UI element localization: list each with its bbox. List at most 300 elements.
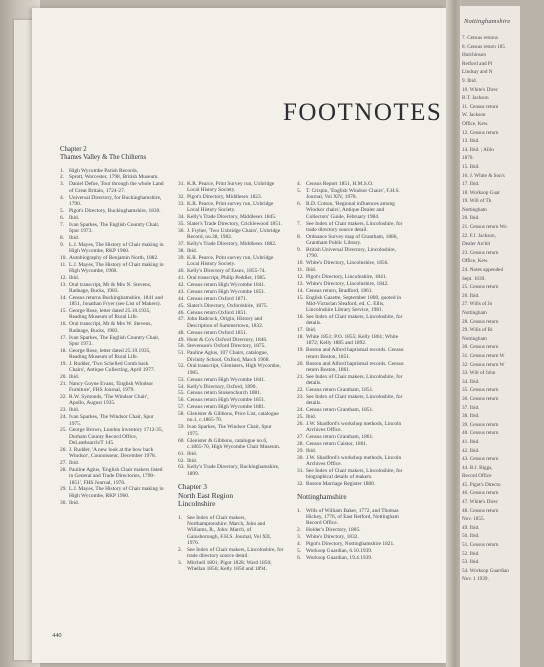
- footnote-text: White's Directory, 1832.: [306, 534, 359, 541]
- footnote-text: Autobiography of Benjamin North, 1882.: [69, 254, 159, 261]
- right-page-line: 47. White's Direc: [462, 499, 499, 506]
- footnote-text: Census return Oxford 1851.: [187, 329, 248, 336]
- footnote-item: [60, 427, 164, 446]
- footnote-number: 29.: [60, 486, 67, 493]
- right-page-line: 41. Ibid.: [462, 438, 480, 445]
- footnote-number: 35.: [178, 221, 185, 228]
- footnote-item: [60, 348, 164, 361]
- footnote-text: Oral transcript, Glenisters, High Wycombe, 1985.: [187, 363, 281, 376]
- footnote-number: 5.: [297, 187, 302, 194]
- footnote-item: [297, 434, 405, 440]
- footnote-item: [297, 508, 405, 527]
- footnote-number: 56.: [178, 397, 185, 404]
- footnote-item: [60, 500, 164, 506]
- footnote-number: 23.: [297, 393, 304, 400]
- footnote-text: White's Directory, Lincolnshire, 1842.: [306, 280, 389, 287]
- footnote-text: Sprott, Worcester, 1798, British Museum.: [69, 174, 159, 181]
- footnote-item: [60, 215, 164, 221]
- footnote-item: [297, 221, 405, 234]
- footnote-item: [60, 486, 164, 499]
- right-page-line: Hutchinson: [462, 52, 486, 59]
- right-page-line: 8. Census return 185: [462, 43, 505, 50]
- footnote-number: 24.: [297, 406, 304, 413]
- footnote-number: 20.: [60, 374, 67, 381]
- footnote-text: Stevenson's Oxford Directory, 1875.: [187, 343, 266, 350]
- right-page-line: Retford and Pl: [462, 60, 493, 67]
- footnote-item: [178, 181, 284, 194]
- footnote-text: Worksop Guardian, 19.4.1939.: [306, 554, 373, 561]
- footnote-number: 61.: [178, 450, 185, 457]
- right-page-line: 51. Census return: [462, 542, 499, 549]
- footnote-text: Slater's Trade Directory, Cricklewood 1851.: [187, 221, 282, 228]
- footnote-item: [60, 447, 164, 460]
- footnote-number: 51.: [178, 350, 185, 357]
- footnote-text: K.R. Pearce, Print survey run, Uxbridge Local History Society.: [187, 201, 274, 214]
- footnote-item: [178, 363, 284, 376]
- footnote-item: [60, 195, 164, 208]
- footnote-text: White's Directory, Lincolnshire, 1856.: [306, 260, 389, 267]
- right-page-line: 20. Ibid.: [462, 215, 480, 222]
- footnote-text: Census return Oxford 1871.: [187, 295, 248, 302]
- footnote-text: Ibid.: [187, 450, 198, 457]
- footnote-number: 21.: [60, 380, 67, 387]
- right-page-line: 11. Census return: [462, 103, 499, 110]
- footnote-text: Kelly's Trade Directory, Middlesex 1845.: [187, 214, 277, 221]
- right-page-line: 46. Census return: [462, 490, 499, 497]
- section-heading: North East Region: [178, 490, 234, 500]
- footnote-text: Census return High Wycombe 1841.: [187, 376, 266, 383]
- footnote-list: [60, 168, 164, 506]
- footnote-number: 17.: [60, 334, 67, 341]
- footnote-item: [297, 247, 405, 260]
- footnote-item: [60, 374, 164, 380]
- footnote-item: [297, 327, 405, 333]
- footnote-item: [178, 241, 284, 247]
- footnote-number: 9.: [297, 246, 302, 253]
- footnote-item: [178, 282, 284, 288]
- footnote-text: Census return High Wycombe 1881.: [187, 404, 266, 411]
- footnote-text: George Rose, letter dated 25.10.1935, Reading Museum of Rural Life.: [69, 308, 151, 321]
- footnote-number: 28.: [60, 466, 67, 473]
- section-heading: Thames Valley & The Chilterns: [60, 153, 147, 161]
- footnote-text: L.J. Mayes, The History of Chair making in High Wycombe, 1960.: [69, 261, 164, 274]
- right-page-line: 19. Will of Th: [462, 198, 492, 205]
- page-number: 440: [52, 632, 62, 639]
- footnote-text: Ivan Sparkes, The English Country Chair, Spur 1973.: [69, 334, 160, 347]
- footnote-number: 60.: [178, 437, 185, 444]
- footnote-number: 27.: [60, 460, 67, 467]
- footnote-number: 28.: [297, 440, 304, 447]
- footnote-number: 11.: [60, 261, 67, 268]
- footnote-item: [297, 441, 405, 447]
- footnote-text: Glenister & Gibbons, catalogue no.6, c.1865-70, High Wycombe Chair Museum.: [187, 437, 281, 450]
- footnote-text: Kelly's Trade Directory, Buckinghamshire, 1899.: [187, 464, 280, 477]
- footnote-number: 16.: [60, 321, 67, 328]
- right-page-line: 26. Ibid.: [462, 292, 480, 299]
- footnote-item: [178, 451, 284, 457]
- footnote-number: 6.: [297, 554, 302, 561]
- footnote-item: [60, 174, 164, 180]
- right-page-line: Office, Kew.: [462, 258, 489, 265]
- footnote-item: [60, 295, 164, 308]
- footnote-number: 22.: [297, 386, 304, 393]
- footnote-number: 11.: [297, 267, 304, 274]
- footnote-item: [60, 321, 164, 334]
- subsection-heading: Lincolnshire: [178, 499, 216, 509]
- footnote-text: Ibid.: [69, 234, 80, 241]
- footnote-text: See Index of Chair makers, Lincolnshire, for trade directory source detail.: [187, 546, 284, 560]
- footnote-text: Census return High Wycombe 1851.: [187, 397, 266, 404]
- footnote-text: Ibid.: [69, 499, 80, 506]
- footnote-text: Ivan Sparkes, The Windsor Chair, Spur 1975.: [187, 424, 272, 437]
- footnote-number: 6.: [60, 214, 65, 221]
- right-page-line: 28. Census return: [462, 318, 499, 325]
- footnote-number: 32.: [178, 194, 185, 201]
- footnote-number: 4.: [297, 541, 302, 548]
- footnote-text: British Universal Directory, Lincolnshire, 1790.: [306, 246, 396, 260]
- footnote-number: 4.: [297, 181, 302, 187]
- footnote-text: George Rose, letter dated 25.10.1935, Reading Museum of Rural Life.: [69, 347, 151, 360]
- footnote-item: [178, 337, 284, 343]
- footnote-number: 43.: [178, 288, 185, 295]
- notes-column-2: [178, 181, 284, 573]
- footnote-number: 18.: [297, 334, 304, 341]
- right-page-line: 1870.: [462, 155, 474, 162]
- footnote-item: [60, 168, 164, 174]
- right-page-line: 38. Ibid.: [462, 413, 480, 420]
- footnote-number: 7.: [297, 220, 302, 227]
- page-title: FOOTNOTES: [283, 98, 443, 126]
- footnote-text: T. Crispin, 'English Windsor Chairs', F.H.S. Journal, Vol XIV, 1978.: [306, 187, 400, 201]
- footnote-item: [60, 208, 164, 214]
- footnote-number: 32.: [297, 480, 304, 487]
- footnote-item: [297, 548, 405, 554]
- footnote-item: [297, 181, 405, 187]
- footnote-item: [297, 387, 405, 393]
- footnote-number: 40.: [178, 268, 185, 275]
- footnote-number: 12.: [297, 273, 304, 280]
- footnote-number: 13.: [60, 281, 67, 288]
- footnote-number: 16.: [297, 314, 304, 321]
- footnote-text: B.D. Cotton, 'Regional influences among Windsor chairs', Antique Dealer and Collectors' Guide, February 1984.: [306, 201, 395, 220]
- footnote-item: [297, 281, 405, 287]
- footnote-number: 15.: [60, 308, 67, 315]
- footnote-number: 27.: [297, 433, 304, 440]
- footnote-number: 3.: [178, 560, 183, 567]
- right-page-partial: [460, 6, 520, 667]
- footnote-text: Ibid.: [69, 214, 80, 221]
- footnote-number: 8.: [60, 234, 65, 241]
- right-page-line: Nov. 1 1939.: [462, 576, 489, 583]
- footnote-text: Ibid.: [69, 460, 80, 467]
- footnote-text: See Index of Chair makers, Lincolnshire, for biographical details of makers.: [306, 467, 403, 481]
- footnote-item: [297, 295, 405, 314]
- footnote-number: 63.: [178, 464, 185, 471]
- right-page-line: Lindsay and N: [462, 69, 493, 76]
- right-page-line: 24. Notes appended: [462, 267, 504, 274]
- footnote-text: Ibid.: [187, 248, 198, 255]
- footnote-item: [178, 350, 284, 363]
- footnote-text: R.W. Symonds, 'The Windsor Chair', Apollo, August 1935.: [69, 394, 149, 407]
- footnote-item: [178, 296, 284, 302]
- footnote-text: See Index of Chair makers, Northamptonshire: March, John and Williams, R., John: March, of Gainsborough, F.H.S. Journal, Vol XII, 1976.: [187, 514, 272, 547]
- footnote-item: [297, 555, 405, 561]
- footnote-number: 1.: [297, 507, 302, 514]
- footnote-number: 18.: [60, 347, 67, 354]
- footnote-number: 19.: [297, 347, 304, 354]
- footnote-item: [297, 414, 405, 420]
- right-page-line: 14. Ibid. ; Allin: [462, 146, 494, 153]
- footnote-number: 3.: [60, 181, 65, 188]
- footnote-item: [178, 221, 284, 227]
- right-page-line: Record Office: [462, 473, 492, 480]
- right-page-line: 48. Census return: [462, 507, 499, 514]
- footnote-list: [297, 181, 405, 487]
- footnote-number: 39.: [178, 255, 185, 262]
- footnote-item: [297, 314, 405, 327]
- footnote-number: 47.: [178, 316, 185, 323]
- footnote-item: [60, 308, 164, 321]
- right-page-line: 22. F.J. Jackson,: [462, 232, 496, 239]
- footnote-item: [178, 384, 284, 390]
- footnote-number: 52.: [178, 363, 185, 370]
- right-page-line: 52. Ibid.: [462, 550, 480, 557]
- right-page-line: 25. Census return: [462, 284, 499, 291]
- right-page-line: 30. Census return: [462, 344, 499, 351]
- footnote-number: 45.: [178, 302, 185, 309]
- right-page-line: 35. Census return: [462, 387, 499, 394]
- footnote-text: Ibid.: [306, 327, 317, 334]
- footnote-text: Kelly's Trade Directory, Middlesex 1882.: [187, 241, 277, 248]
- right-page-line: 50. Ibid.: [462, 533, 480, 540]
- footnote-item: [297, 267, 405, 273]
- footnote-item: [60, 235, 164, 241]
- footnote-text: Census return Grantham, 1851.: [306, 406, 374, 413]
- footnote-number: 12.: [60, 274, 67, 281]
- footnote-number: 31.: [178, 181, 185, 187]
- right-page-line: 21. Census return Wo: [462, 224, 507, 231]
- footnote-text: L.J. Mayes, The History of Chair making in High Wycombe, RKP 1960.: [69, 241, 164, 254]
- footnote-text: See Index of Chair makers, Lincolnshire, for details.: [306, 314, 403, 327]
- footnote-text: John Badcock, Origin, History and Description of Summertown, 1832.: [187, 316, 264, 329]
- footnote-number: 19.: [60, 360, 67, 367]
- footnote-text: Ibid.: [306, 413, 317, 420]
- footnote-item: [60, 242, 164, 255]
- footnote-item: [297, 541, 405, 547]
- footnote-number: 13.: [297, 280, 304, 287]
- footnote-text: Glenister & Gibbons, Price List, catalogue no.1, c.1865-70.: [187, 411, 279, 424]
- footnote-item: [297, 421, 405, 434]
- footnote-text: Boston and Alford baptismal records. Census return Boston, 1851.: [306, 347, 404, 360]
- footnote-text: Pauline Agius, 107 Chairs, catalogue, Divinity School, Oxford, March 1968.: [187, 350, 270, 363]
- footnote-item: [297, 188, 405, 201]
- right-page-line: Nottingham: [462, 206, 487, 213]
- right-page-line: 9. Ibid.: [462, 77, 477, 84]
- footnote-text: Worksop Guardian, 6.10.1939.: [306, 548, 373, 555]
- footnote-number: 44.: [178, 295, 185, 302]
- footnote-number: 20.: [297, 360, 304, 367]
- footnote-item: [178, 411, 284, 424]
- right-page-line: Nottingham: [462, 335, 487, 342]
- footnote-text: Pigot's Directory, Buckinghamshire, 1830.: [69, 207, 161, 214]
- footnote-item: [297, 448, 405, 454]
- footnote-number: 5.: [60, 207, 65, 214]
- right-page-line: 7. Census returns: [462, 35, 498, 41]
- right-page-line: 43. Census return: [462, 456, 499, 463]
- footnote-text: Oral transcript, Mr & Mrs N. Stevens, Radnage, Bucks, 1983.: [69, 281, 152, 295]
- footnote-number: 4.: [60, 194, 65, 201]
- footnote-text: Census return Stokenchurch 1881.: [187, 390, 262, 397]
- footnote-item: [297, 527, 405, 533]
- footnote-item: [297, 407, 405, 413]
- footnote-item: [178, 404, 284, 410]
- footnote-item: [178, 515, 284, 546]
- right-page-line: 13. Ibid.: [462, 138, 480, 145]
- right-page-line: Dealer Archit: [462, 241, 491, 248]
- right-page-line: 32. Census return W: [462, 361, 505, 368]
- footnote-item: [178, 248, 284, 254]
- footnote-text: Oral transcript, Mr & Mrs W. Stevens, Radnage, Bucks, 1983.: [69, 321, 152, 334]
- footnote-number: 38.: [178, 248, 185, 255]
- footnote-number: 53.: [178, 376, 185, 383]
- footnote-text: Kelly's Directory of Essex, 1855-74.: [187, 268, 266, 275]
- footnote-item: [60, 414, 164, 427]
- right-page-line: 37. Ibid.: [462, 404, 480, 411]
- footnote-text: See Index of Chair makers, Lincolnshire, for details.: [306, 393, 403, 407]
- right-page-line: 39. Census return: [462, 421, 499, 428]
- footnote-text: Census returns Buckinghamshire, 1841 and 1851, Jonathan Fryer (see List of Makers).: [69, 294, 163, 308]
- footnote-number: 34.: [178, 214, 185, 221]
- footnote-item: [60, 275, 164, 281]
- footnote-text: Pigot's Directory, Middlesex 1823.: [187, 194, 263, 201]
- footnote-text: Census Report 1851, H.M.S.O.: [306, 181, 374, 187]
- footnote-item: [178, 560, 284, 573]
- footnote-text: Census return Caistor, 1861.: [306, 440, 368, 447]
- footnote-number: 55.: [178, 390, 185, 397]
- right-page-line: 15. Ibid.: [462, 163, 480, 170]
- right-page-line: 40. Census return: [462, 430, 499, 437]
- footnote-number: 26.: [60, 446, 67, 453]
- footnote-item: [60, 460, 164, 466]
- footnote-number: 6.: [297, 201, 302, 208]
- footnote-item: [178, 194, 284, 200]
- right-page-heading: Nottinghamshire: [464, 18, 511, 25]
- footnote-item: [60, 407, 164, 413]
- footnote-text: Ivan Sparkes, The English Country Chair, Spur 1973.: [69, 221, 160, 234]
- footnote-item: [60, 381, 164, 394]
- footnote-text: Hunt & Co's Oxford Directory, 1846.: [187, 336, 268, 343]
- right-page-line: 23. Census return: [462, 249, 499, 256]
- right-page-line: 33. Will of John: [462, 370, 496, 377]
- footnote-text: See Index of Chair makers, Lincolnshire, for details.: [306, 373, 403, 386]
- footnote-text: Ordnance Survey map of Grantham, 1886, Grantham Public Library.: [306, 233, 398, 247]
- footnote-item: [60, 361, 164, 374]
- footnote-item: [178, 390, 284, 396]
- footnote-text: Census return High Wycombe 1841.: [187, 281, 266, 288]
- footnote-number: 29.: [297, 447, 304, 454]
- footnote-text: Oral transcript, Philip Peddler, 1985.: [187, 275, 267, 282]
- footnote-text: White 1851; P.O. 1855; Kelly 1861; White 1872; Kelly 1885 and 1892.: [306, 334, 399, 347]
- footnote-item: [297, 274, 405, 280]
- footnote-item: [60, 335, 164, 348]
- footnote-item: [297, 201, 405, 220]
- footnote-item: [297, 394, 405, 407]
- chapter-heading: Chapter 2: [60, 146, 87, 153]
- right-page-line: 27. Wills of Jo: [462, 301, 493, 308]
- footnote-text: Universal Directory, for Buckinghamshire, 1790.: [69, 194, 162, 207]
- footnote-number: 2.: [178, 546, 183, 553]
- footnote-text: K.R. Pearce, Print Survey run, Uxbridge Local History Society.: [187, 181, 275, 194]
- footnote-item: [60, 394, 164, 407]
- footnote-text: Census return Oxford 1851.: [187, 309, 248, 316]
- footnote-number: 57.: [178, 404, 185, 411]
- footnote-item: [60, 262, 164, 275]
- notes-column-3: [297, 181, 405, 562]
- subsection-heading: Nottinghamshire: [297, 492, 347, 502]
- right-page-line: 44. B.J. Biggs,: [462, 464, 493, 471]
- footnote-item: [297, 288, 405, 294]
- footnote-number: 14.: [297, 287, 304, 294]
- footnote-text: Boston Marriage Register 1880.: [306, 480, 376, 487]
- footnote-text: J.W. Shadford's workshop methods, Lincoln Archives Office.: [306, 454, 402, 467]
- footnote-number: 10.: [60, 254, 67, 261]
- footnote-number: 31.: [297, 467, 304, 474]
- chapter-heading: Chapter 3: [178, 482, 207, 492]
- right-page-line: 16. J. White & Son's: [462, 172, 505, 179]
- footnote-text: Slater's Directory, Oxfordshire, 1875.: [187, 302, 268, 309]
- footnote-text: Census return, Bradford, 1861.: [306, 287, 373, 294]
- footnote-text: L.J. Mayes, The History of Chair making in High Wycombe, RKP 1960.: [69, 486, 164, 499]
- footnote-item: [178, 268, 284, 274]
- footnote-text: J. Rudder, 'Two Schelled Comb back Chairs', Antique Collecting, April 1977.: [69, 360, 155, 374]
- right-page-line: 12. Census return: [462, 129, 499, 136]
- footnote-number: 59.: [178, 424, 185, 431]
- footnote-number: 24.: [60, 414, 67, 421]
- footnote-item: [178, 458, 284, 464]
- footnote-number: 22.: [60, 394, 67, 401]
- footnote-text: J.W. Shadford's workshop methods, Lincoln Archives Office.: [306, 420, 402, 434]
- footnote-text: Nancy Goyne Evans, 'English Windsor Furniture', FHS Journal, 1979.: [69, 380, 154, 394]
- footnote-number: 26.: [297, 420, 304, 427]
- right-page-line: 36. Census return: [462, 395, 499, 402]
- right-page-line: 49. Ibid.: [462, 524, 480, 531]
- right-page-notes: [462, 34, 524, 584]
- right-page-line: Sept. 1839.: [462, 275, 486, 282]
- footnote-text: Ivan Sparkes, The Windsor Chair, Spur 1975.: [69, 414, 154, 427]
- right-page-line: 17. Ibid.: [462, 181, 480, 188]
- footnote-number: 17.: [297, 327, 304, 334]
- footnote-text: Ibid.: [69, 407, 80, 414]
- right-page-line: 34. Ibid.: [462, 378, 480, 385]
- footnote-text: Wills of William Baker, 1772, and Thomas Hickey, 1776, of East Retford, Nottingham Record Office.: [306, 507, 399, 527]
- footnote-number: 37.: [178, 241, 185, 248]
- footnote-item: [178, 397, 284, 403]
- footnote-text: Ibid.: [306, 267, 317, 274]
- footnote-number: 2.: [60, 174, 65, 181]
- footnote-item: [178, 316, 284, 329]
- footnote-item: [178, 438, 284, 451]
- footnote-text: Daniel Defoe, Tour through the whole Land of Great Britain, 1724-27.: [69, 181, 164, 194]
- footnote-text: See Index of Chair makers, Lincolnshire, for trade directory source detail.: [306, 220, 403, 233]
- footnote-number: 49.: [178, 336, 185, 343]
- footnote-number: 30.: [297, 454, 304, 461]
- footnote-item: [178, 547, 284, 560]
- footnote-item: [297, 361, 405, 374]
- footnote-text: Ibid.: [69, 374, 80, 381]
- footnote-text: Pauline Agius, 'English Chair makers listed in General and Trade Directories, 1790-1851', FHS Journal, 1976.: [69, 466, 163, 486]
- right-page-line: B.T. Jackson: [462, 95, 489, 102]
- footnote-item: [178, 275, 284, 281]
